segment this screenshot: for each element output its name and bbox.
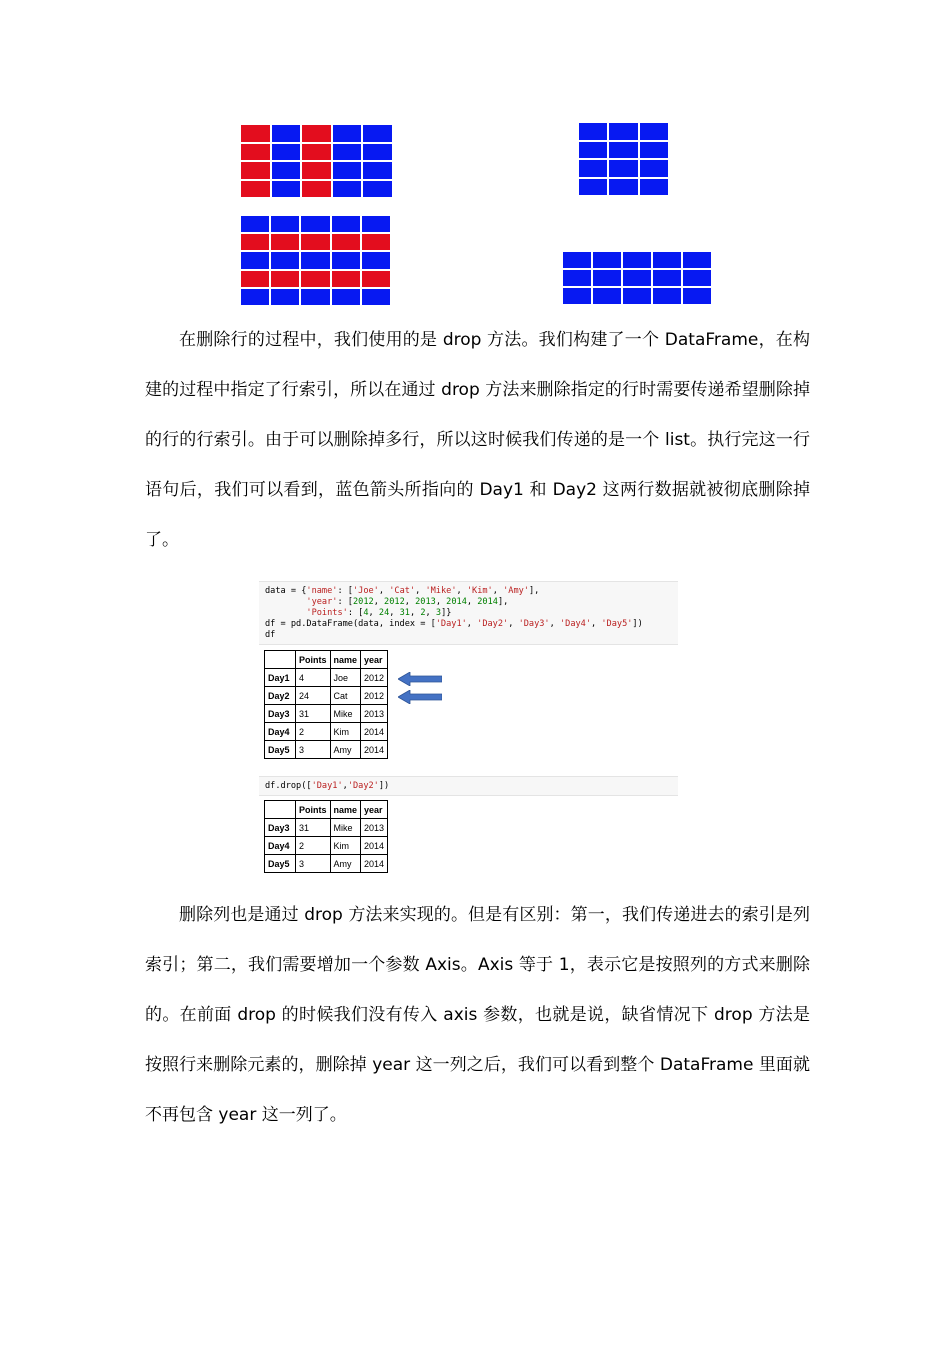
table-cell: Kim [330,837,361,855]
grid-cell-red [331,270,361,288]
table-cell: Joe [330,669,361,687]
table-cell: Cat [330,687,361,705]
grid-cell-blue [578,141,608,160]
grid-cell-red [240,233,270,251]
blue-arrow-left-icon [398,672,442,686]
table-row [265,837,388,855]
grid-cell-blue [331,215,361,233]
table-cell: 31 [296,819,331,837]
grid-cell-blue [332,161,363,180]
table-cell: 4 [296,669,331,687]
row-index-cell: Day3 [265,819,296,837]
code-cell-create-dataframe: data = {'name': ['Joe', 'Cat', 'Mike', 'Kim', 'Amy'], 'year': [2012, 2012, 2013, 2014, 2014], 'Points': [4, 24, 31, 2, 3]} df = pd.DataFrame(data, index = ['Day1', 'Day2', 'Day3', 'Day4', 'Day5']) df [259,581,678,645]
table-cell: 31 [296,705,331,723]
grid-cell-blue [562,251,592,269]
grid-cell-blue [331,288,361,306]
table-header-cell: Points [296,651,331,669]
table-header-cell [265,801,296,819]
grid-cell-blue [652,287,682,305]
table-row [265,723,388,741]
table-cell: 24 [296,687,331,705]
grid-cell-blue [240,251,270,269]
table-cell: 2012 [361,669,388,687]
table-header-row [265,651,388,669]
grid-cell-red [331,233,361,251]
grid-top-right [578,122,669,196]
table-cell: Mike [330,705,361,723]
row-index-cell: Day2 [265,687,296,705]
row-index-cell: Day1 [265,669,296,687]
grid-cell-blue [592,269,622,287]
table-cell: 2014 [361,741,388,759]
grid-cell-red [301,161,332,180]
table-cell: Amy [330,741,361,759]
table-cell: 2013 [361,819,388,837]
grid-cell-blue [592,287,622,305]
table-cell: 2 [296,837,331,855]
grid-cell-blue [562,287,592,305]
grid-cell-red [270,233,300,251]
row-index-cell: Day4 [265,837,296,855]
grid-cell-blue [300,215,330,233]
grid-bottom-right [562,251,712,305]
table-row [265,669,388,687]
grid-cell-blue [332,143,363,162]
grid-cell-blue [332,180,363,199]
grid-cell-blue [270,215,300,233]
grid-cell-blue [652,269,682,287]
paragraph-text: 删除列也是通过 drop 方法来实现的。但是有区别：第一，我们传递进去的索引是列索引；第二，我们需要增加一个参数 Axis。Axis 等于 1，表示它是按照列的方式来删除的。在前面 drop 的时候我们没有传入 axis 参数，也就是说，缺省情况下 drop 方法是按照行来删除元素的，删除掉 year 这一列之后，我们可以看到整个 DataFrame 里面就不再包含 year 这一列了。 [145,905,810,1125]
table-header-row [265,801,388,819]
grid-cell-blue [608,122,638,141]
table-cell: 2014 [361,855,388,873]
grid-cell-blue [270,251,300,269]
grid-cell-blue [652,251,682,269]
table-cell: 2014 [361,837,388,855]
grid-cell-blue [331,251,361,269]
grid-cell-red [301,143,332,162]
grid-cell-blue [639,178,669,197]
paragraph-drop-columns [145,890,810,1140]
table-cell: 3 [296,855,331,873]
grid-cell-blue [639,122,669,141]
grid-cell-blue [362,124,393,143]
grid-cell-blue [300,251,330,269]
grid-cell-red [300,233,330,251]
grid-cell-blue [578,178,608,197]
paragraph-text: 在删除行的过程中，我们使用的是 drop 方法。我们构建了一个 DataFrame，在构建的过程中指定了行索引，所以在通过 drop 方法来删除指定的行时需要传递希望删除掉的行的行索引。由于可以删除掉多行，所以这时候我们传递的是一个 list。执行完这一行语句后，我们可以看到，蓝色箭头所指向的 Day1 和 Day2 这两行数据就被彻底删除掉了。 [145,330,810,550]
grid-cell-blue [271,161,302,180]
grid-cell-blue [578,122,608,141]
table-row [265,819,388,837]
row-index-cell: Day5 [265,741,296,759]
grid-cell-blue [361,251,391,269]
grid-cell-blue [639,141,669,160]
grid-cell-blue [271,143,302,162]
grid-cell-blue [361,215,391,233]
blue-arrow-left-icon [398,690,442,704]
grid-cell-blue [639,159,669,178]
table-cell: 2 [296,723,331,741]
grid-cell-blue [362,161,393,180]
dataframe-table-original [264,650,388,759]
grid-cell-blue [682,251,712,269]
table-cell: 2012 [361,687,388,705]
grid-cell-blue [240,215,270,233]
grid-cell-blue [578,159,608,178]
table-cell: 2013 [361,705,388,723]
grid-cell-red [361,233,391,251]
grid-cell-red [300,270,330,288]
grid-cell-blue [271,180,302,199]
grid-cell-red [301,124,332,143]
table-header-cell: name [330,651,361,669]
grid-cell-blue [271,124,302,143]
table-cell: 2014 [361,723,388,741]
table-row [265,741,388,759]
grid-cell-blue [608,141,638,160]
grid-cell-blue [362,143,393,162]
grid-cell-red [240,180,271,199]
table-header-cell: name [330,801,361,819]
grid-cell-red [240,124,271,143]
grid-bottom-left [240,215,391,306]
table-cell: Mike [330,819,361,837]
table-cell: 3 [296,741,331,759]
grid-cell-blue [622,287,652,305]
grid-cell-red [240,161,271,180]
row-index-cell: Day5 [265,855,296,873]
grid-cell-blue [361,288,391,306]
grid-cell-red [361,270,391,288]
grid-cell-blue [622,269,652,287]
grid-cell-blue [608,178,638,197]
table-row [265,855,388,873]
row-index-cell: Day4 [265,723,296,741]
grid-cell-red [240,143,271,162]
table-header-cell: year [361,651,388,669]
grid-cell-blue [300,288,330,306]
grid-cell-blue [270,288,300,306]
grid-cell-blue [240,288,270,306]
grid-cell-red [301,180,332,199]
grid-cell-blue [362,180,393,199]
grid-top-left [240,124,393,198]
grid-cell-blue [682,269,712,287]
dataframe-table-after-drop [264,800,388,873]
code-cell-drop-rows: df.drop(['Day1','Day2']) [259,776,678,796]
grid-cell-blue [562,269,592,287]
grid-cell-blue [592,251,622,269]
grid-cell-blue [622,251,652,269]
grid-cell-blue [682,287,712,305]
grid-cell-blue [332,124,363,143]
row-index-cell: Day3 [265,705,296,723]
grid-cell-red [270,270,300,288]
table-header-cell [265,651,296,669]
grid-cell-red [240,270,270,288]
table-header-cell: Points [296,801,331,819]
table-row [265,705,388,723]
table-cell: Kim [330,723,361,741]
grid-cell-blue [608,159,638,178]
table-cell: Amy [330,855,361,873]
paragraph-drop-rows [145,315,810,565]
table-row [265,687,388,705]
table-header-cell: year [361,801,388,819]
